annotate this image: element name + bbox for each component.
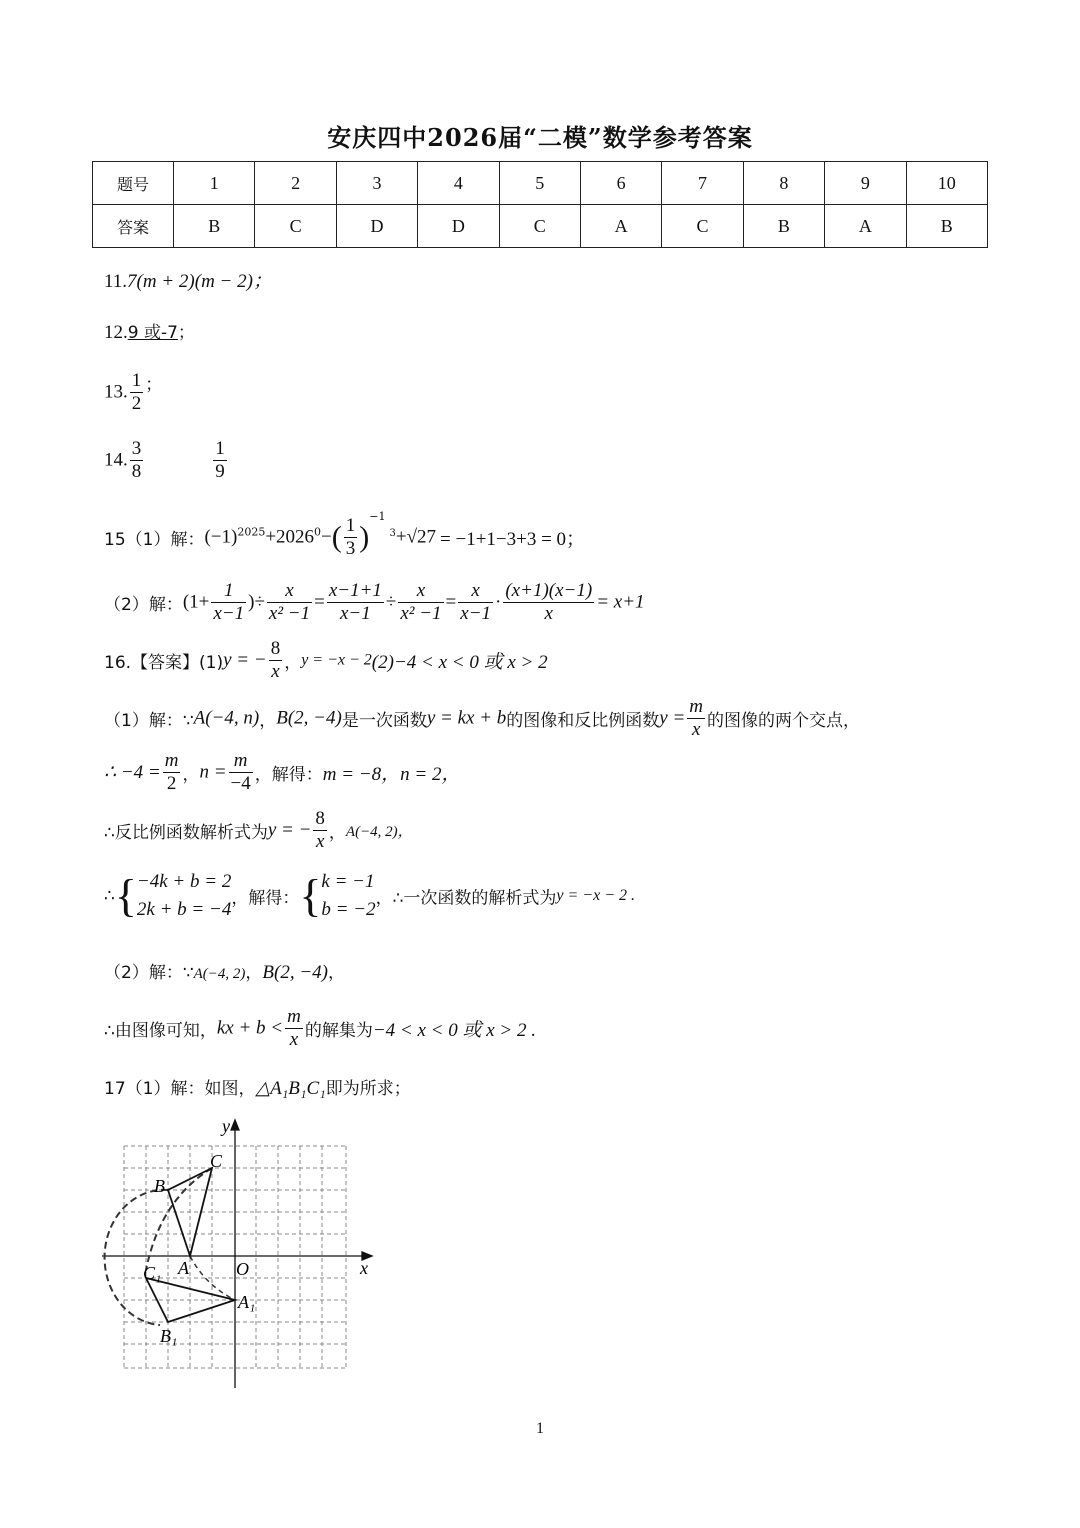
- equation: ∴ −4 =: [104, 762, 161, 783]
- answer-11: [104, 266, 272, 293]
- operator: =: [314, 591, 325, 613]
- table-cell: A: [825, 205, 906, 248]
- numerator: m: [229, 750, 253, 773]
- fraction: [398, 580, 443, 625]
- denominator: x: [289, 1029, 299, 1050]
- answer-16-step1: [104, 696, 860, 741]
- punctuation: ，: [284, 653, 302, 673]
- text: ，∴一次函数的解析式为: [375, 888, 557, 909]
- fraction: [130, 370, 144, 415]
- table-cell: C: [255, 205, 336, 248]
- numerator: 1: [131, 370, 142, 391]
- text: ，解得：: [231, 888, 300, 909]
- table-cell: 4: [418, 162, 499, 205]
- page-number: 1: [536, 1420, 544, 1437]
- table-cell: 1: [174, 162, 255, 205]
- text: 的图像和反比例函数: [506, 711, 660, 731]
- operator: )÷: [248, 591, 265, 613]
- answer-12: [104, 318, 195, 344]
- fraction: [229, 750, 253, 795]
- fraction: [327, 580, 384, 625]
- solution-label: （2）解：: [104, 595, 183, 615]
- punctuation: ；: [145, 375, 163, 395]
- denominator: x−1: [460, 603, 492, 624]
- question-number: 12.: [104, 322, 128, 343]
- table-cell: 5: [499, 162, 580, 205]
- solution-label: （2）解：∵: [104, 963, 194, 983]
- punctuation: ，: [328, 963, 346, 983]
- fraction: [267, 580, 312, 625]
- point-label-b1: B₁: [160, 1326, 178, 1346]
- operator: −: [321, 526, 332, 548]
- punctuation: ，: [259, 711, 277, 731]
- equation-system: [321, 868, 375, 924]
- numerator: x−1+1: [328, 580, 382, 601]
- table-cell: D: [336, 205, 417, 248]
- question-number: 13.: [104, 381, 128, 403]
- point-label-a1: A₁: [238, 1292, 256, 1312]
- denominator: x: [691, 719, 701, 740]
- result: m = −8，n = 2，: [322, 764, 461, 785]
- answer-16-step6: [104, 1006, 536, 1051]
- axis-label-y: y: [222, 1116, 230, 1136]
- solution-label: 17（1）解：如图，: [104, 1079, 256, 1099]
- answer-13: [104, 370, 162, 415]
- table-cell: C: [662, 205, 743, 248]
- fraction: [213, 438, 227, 483]
- numerator: 8: [315, 808, 325, 829]
- fraction: [163, 750, 181, 795]
- function: y =: [659, 707, 686, 729]
- point: B(2, −4): [262, 962, 329, 983]
- text: ，解得：: [254, 765, 323, 785]
- result: = x+1: [596, 591, 645, 613]
- table-cell: B: [906, 205, 987, 248]
- exponent: 2025: [237, 525, 266, 539]
- result: = −1+1−3+3 = 0；: [440, 529, 586, 550]
- numerator: x: [458, 580, 493, 603]
- text: 是一次函数: [341, 711, 427, 731]
- result: y = −x − 2 .: [556, 887, 635, 904]
- text: 的解集为: [304, 1021, 373, 1041]
- table-row: [93, 205, 988, 248]
- axis-label-x: x: [360, 1258, 368, 1278]
- denominator: x−1: [213, 603, 245, 624]
- denominator: x: [271, 661, 280, 682]
- axes: [102, 1120, 372, 1388]
- equation: k = −1: [321, 871, 375, 892]
- text: ∴: [104, 886, 115, 906]
- answer-15-2: [104, 580, 645, 625]
- answer-16-summary: [104, 638, 548, 683]
- fraction: [211, 580, 246, 625]
- fraction: [285, 1006, 303, 1051]
- answer-16-step2: [104, 750, 460, 795]
- denominator: x² −1: [268, 603, 311, 624]
- solution-label: 15（1）解：: [104, 530, 205, 550]
- denominator: 8: [131, 461, 142, 482]
- question-number: 11.: [104, 271, 128, 292]
- table-cell: B: [174, 205, 255, 248]
- equation-system: [137, 868, 231, 924]
- inequality: kx + b <: [216, 1017, 284, 1039]
- table-cell: A: [580, 205, 661, 248]
- page-title: 安庆四中2026届“二模”数学参考答案: [327, 123, 753, 152]
- question-number: 14.: [104, 449, 128, 471]
- answer-16-step4: ∴{ −4k + b = 2 2k + b = −4 ，解得：{ k = −1 b = −2 ，∴一次函数的解析式为y = −x − 2 .: [104, 868, 635, 924]
- exponent: 0: [314, 525, 322, 539]
- table-cell: D: [418, 205, 499, 248]
- operator: ÷: [385, 591, 397, 613]
- numerator: 1: [211, 580, 246, 603]
- result: −4 < x < 0 或 x > 2 .: [372, 1020, 536, 1041]
- exponent: −1: [369, 510, 386, 523]
- row-label-answer: 答案: [93, 205, 174, 248]
- answer-expression: 7(m + 2)(m − 2)；: [127, 271, 272, 292]
- answer-14: [104, 438, 229, 483]
- answer-table: [92, 161, 988, 248]
- table-cell: 6: [580, 162, 661, 205]
- origin-label: O: [236, 1259, 249, 1279]
- equation: 2k + b = −4: [136, 899, 232, 920]
- answer-16-step5: [104, 958, 345, 984]
- answer-text: (2)−4 < x < 0 或 x > 2: [371, 652, 548, 673]
- term: +2026: [265, 526, 315, 548]
- table-row: [93, 162, 988, 205]
- function: y = −: [223, 649, 267, 671]
- equation: b = −2: [321, 899, 376, 920]
- numerator: 3: [131, 438, 142, 459]
- numerator: 8: [270, 638, 281, 659]
- point-label-c: C: [210, 1151, 223, 1171]
- fraction: [458, 580, 493, 625]
- operator: ·: [495, 591, 502, 613]
- answer-text: 9 或-7: [127, 323, 178, 343]
- numerator: 1: [215, 438, 225, 459]
- numerator: (x+1)(x−1): [505, 580, 593, 601]
- fraction: [313, 808, 327, 853]
- triangle-label: △A₁B₁C₁: [255, 1078, 326, 1099]
- term: (1+: [182, 591, 210, 613]
- table-cell: C: [499, 205, 580, 248]
- function: y = kx + b: [426, 707, 507, 729]
- term: +√27: [395, 526, 437, 548]
- punctuation: ，: [182, 765, 200, 785]
- operator: =: [445, 591, 457, 613]
- denominator: −4: [230, 773, 251, 794]
- point: B(2, −4): [276, 707, 342, 729]
- denominator: 2: [166, 773, 177, 794]
- term: (−1): [204, 526, 238, 548]
- fraction: [687, 696, 705, 741]
- equation: n =: [199, 761, 227, 783]
- table-cell: 3: [336, 162, 417, 205]
- text: 即为所求；: [325, 1079, 411, 1099]
- denominator: x² −1: [400, 603, 442, 624]
- numerator: m: [164, 750, 179, 771]
- function: y = −: [267, 819, 312, 841]
- fraction: [503, 580, 594, 625]
- point-label-b: B: [154, 1176, 165, 1196]
- answer-15-1: 15（1）解：$(-1)^{2025}+2026^0-$( $\frac{1}{3}$ )$^{-13}$+√27 = −1+1−3+3 = 0；: [104, 510, 586, 559]
- denominator: 9: [215, 461, 225, 482]
- denominator: 2: [131, 393, 142, 414]
- solution-label: （1）解：∵: [104, 711, 194, 731]
- numerator: x: [267, 580, 312, 603]
- punctuation: ，: [245, 963, 263, 983]
- row-label-number: 题号: [93, 162, 174, 205]
- function: y = −x − 2: [301, 651, 372, 669]
- answer-label: 16.【答案】(1): [104, 653, 224, 673]
- point-label-c1: C₁: [143, 1263, 162, 1283]
- punctuation: ，: [328, 823, 346, 843]
- text: 的图像的两个交点，: [707, 711, 861, 731]
- answer-17-1: [104, 1074, 411, 1100]
- denominator: 3: [345, 538, 356, 559]
- fraction: [130, 438, 144, 483]
- answer-16-step3: [104, 808, 413, 853]
- table-cell: 7: [662, 162, 743, 205]
- table-cell: B: [743, 205, 824, 248]
- fraction: [344, 515, 358, 560]
- equation: −4k + b = 2: [136, 871, 232, 892]
- point-label-a: A: [178, 1258, 189, 1278]
- numerator: 1: [345, 515, 356, 536]
- table-cell: 10: [906, 162, 987, 205]
- root-index: 3: [389, 528, 396, 539]
- punctuation: ；: [177, 323, 195, 343]
- coordinate-figure: [96, 1112, 386, 1392]
- fraction: [269, 638, 283, 683]
- table-cell: 8: [743, 162, 824, 205]
- numerator: m: [287, 1006, 301, 1027]
- table-cell: 9: [825, 162, 906, 205]
- numerator: x: [398, 580, 443, 603]
- text: ∴由图像可知，: [104, 1021, 217, 1041]
- point: A(−4, 2): [193, 966, 246, 982]
- denominator: x: [315, 831, 325, 852]
- numerator: m: [689, 696, 704, 717]
- text: ∴反比例函数解析式为: [104, 823, 268, 843]
- point: A(−4, 2)，: [345, 824, 413, 840]
- point: A(−4, n): [193, 707, 260, 729]
- table-cell: 2: [255, 162, 336, 205]
- denominator: x: [544, 603, 553, 624]
- denominator: x−1: [339, 603, 371, 624]
